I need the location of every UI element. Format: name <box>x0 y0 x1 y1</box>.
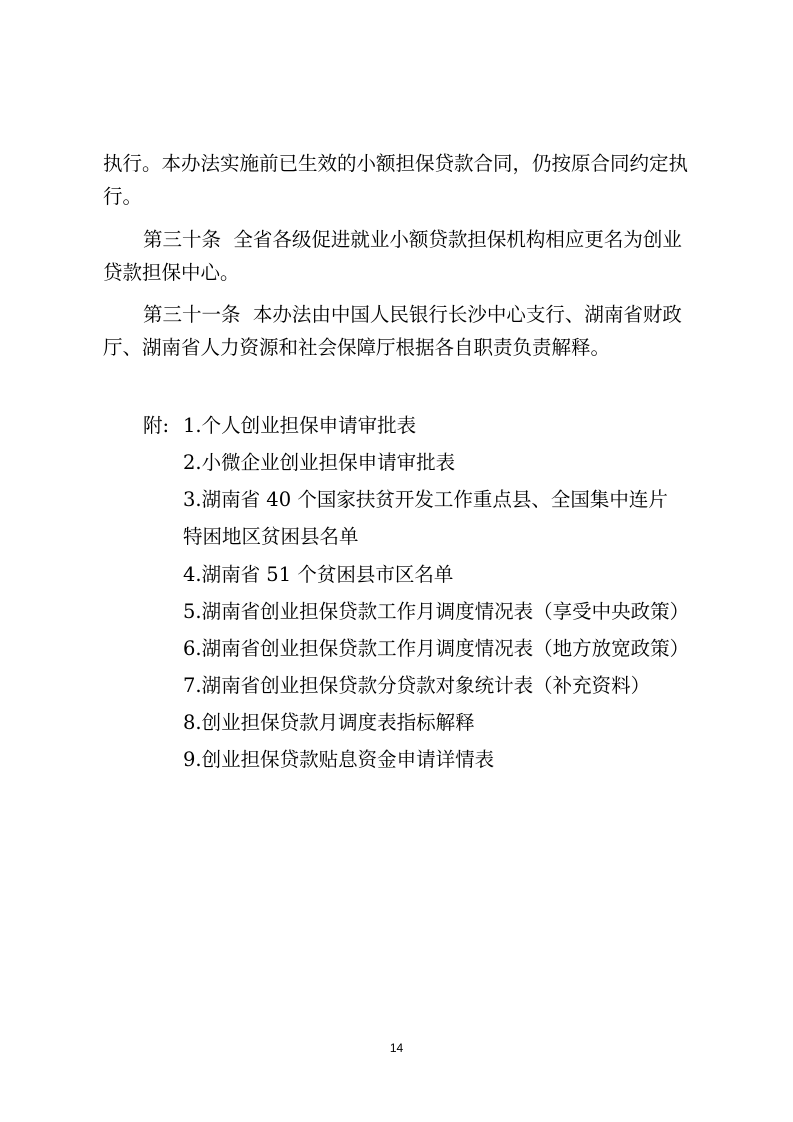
attachment-item-8: 8.创业担保贷款月调度表指标解释 <box>183 711 475 734</box>
attachment-item-3-continued: 特困地区贫困县名单 <box>183 525 359 548</box>
attachment-item-5: 5.湖南省创业担保贷款工作月调度情况表（享受中央政策） <box>183 600 690 623</box>
attachment-item-6: 6.湖南省创业担保贷款工作月调度情况表（地方放宽政策） <box>183 637 690 660</box>
page-number: 14 <box>389 1041 404 1055</box>
attachment-item-9: 9.创业担保贷款贴息资金申请详情表 <box>183 748 495 771</box>
paragraph-continuation: 执行。本办法实施前已生效的小额担保贷款合同，仍按原合同约定执行。 <box>103 152 689 208</box>
attachments-prefix: 附: <box>143 414 170 437</box>
paragraph-article-30: 第三十条 全省各级促进就业小额贷款担保机构相应更名为创业贷款担保中心。 <box>103 228 682 284</box>
attachment-item-4: 4.湖南省 51 个贫困县市区名单 <box>183 563 454 586</box>
attachment-item-7: 7.湖南省创业担保贷款分贷款对象统计表（补充资料） <box>183 674 651 697</box>
attachment-item-1: 1.个人创业担保申请审批表 <box>183 414 417 437</box>
attachment-item-2: 2.小微企业创业担保申请审批表 <box>183 451 456 474</box>
paragraph-article-31: 第三十一条 本办法由中国人民银行长沙中心支行、湖南省财政厅、湖南省人力资源和社会保障厅根据各自职责负责解释。 <box>103 303 682 359</box>
attachment-item-3: 3.湖南省 40 个国家扶贫开发工作重点县、全国集中连片 <box>183 488 668 511</box>
